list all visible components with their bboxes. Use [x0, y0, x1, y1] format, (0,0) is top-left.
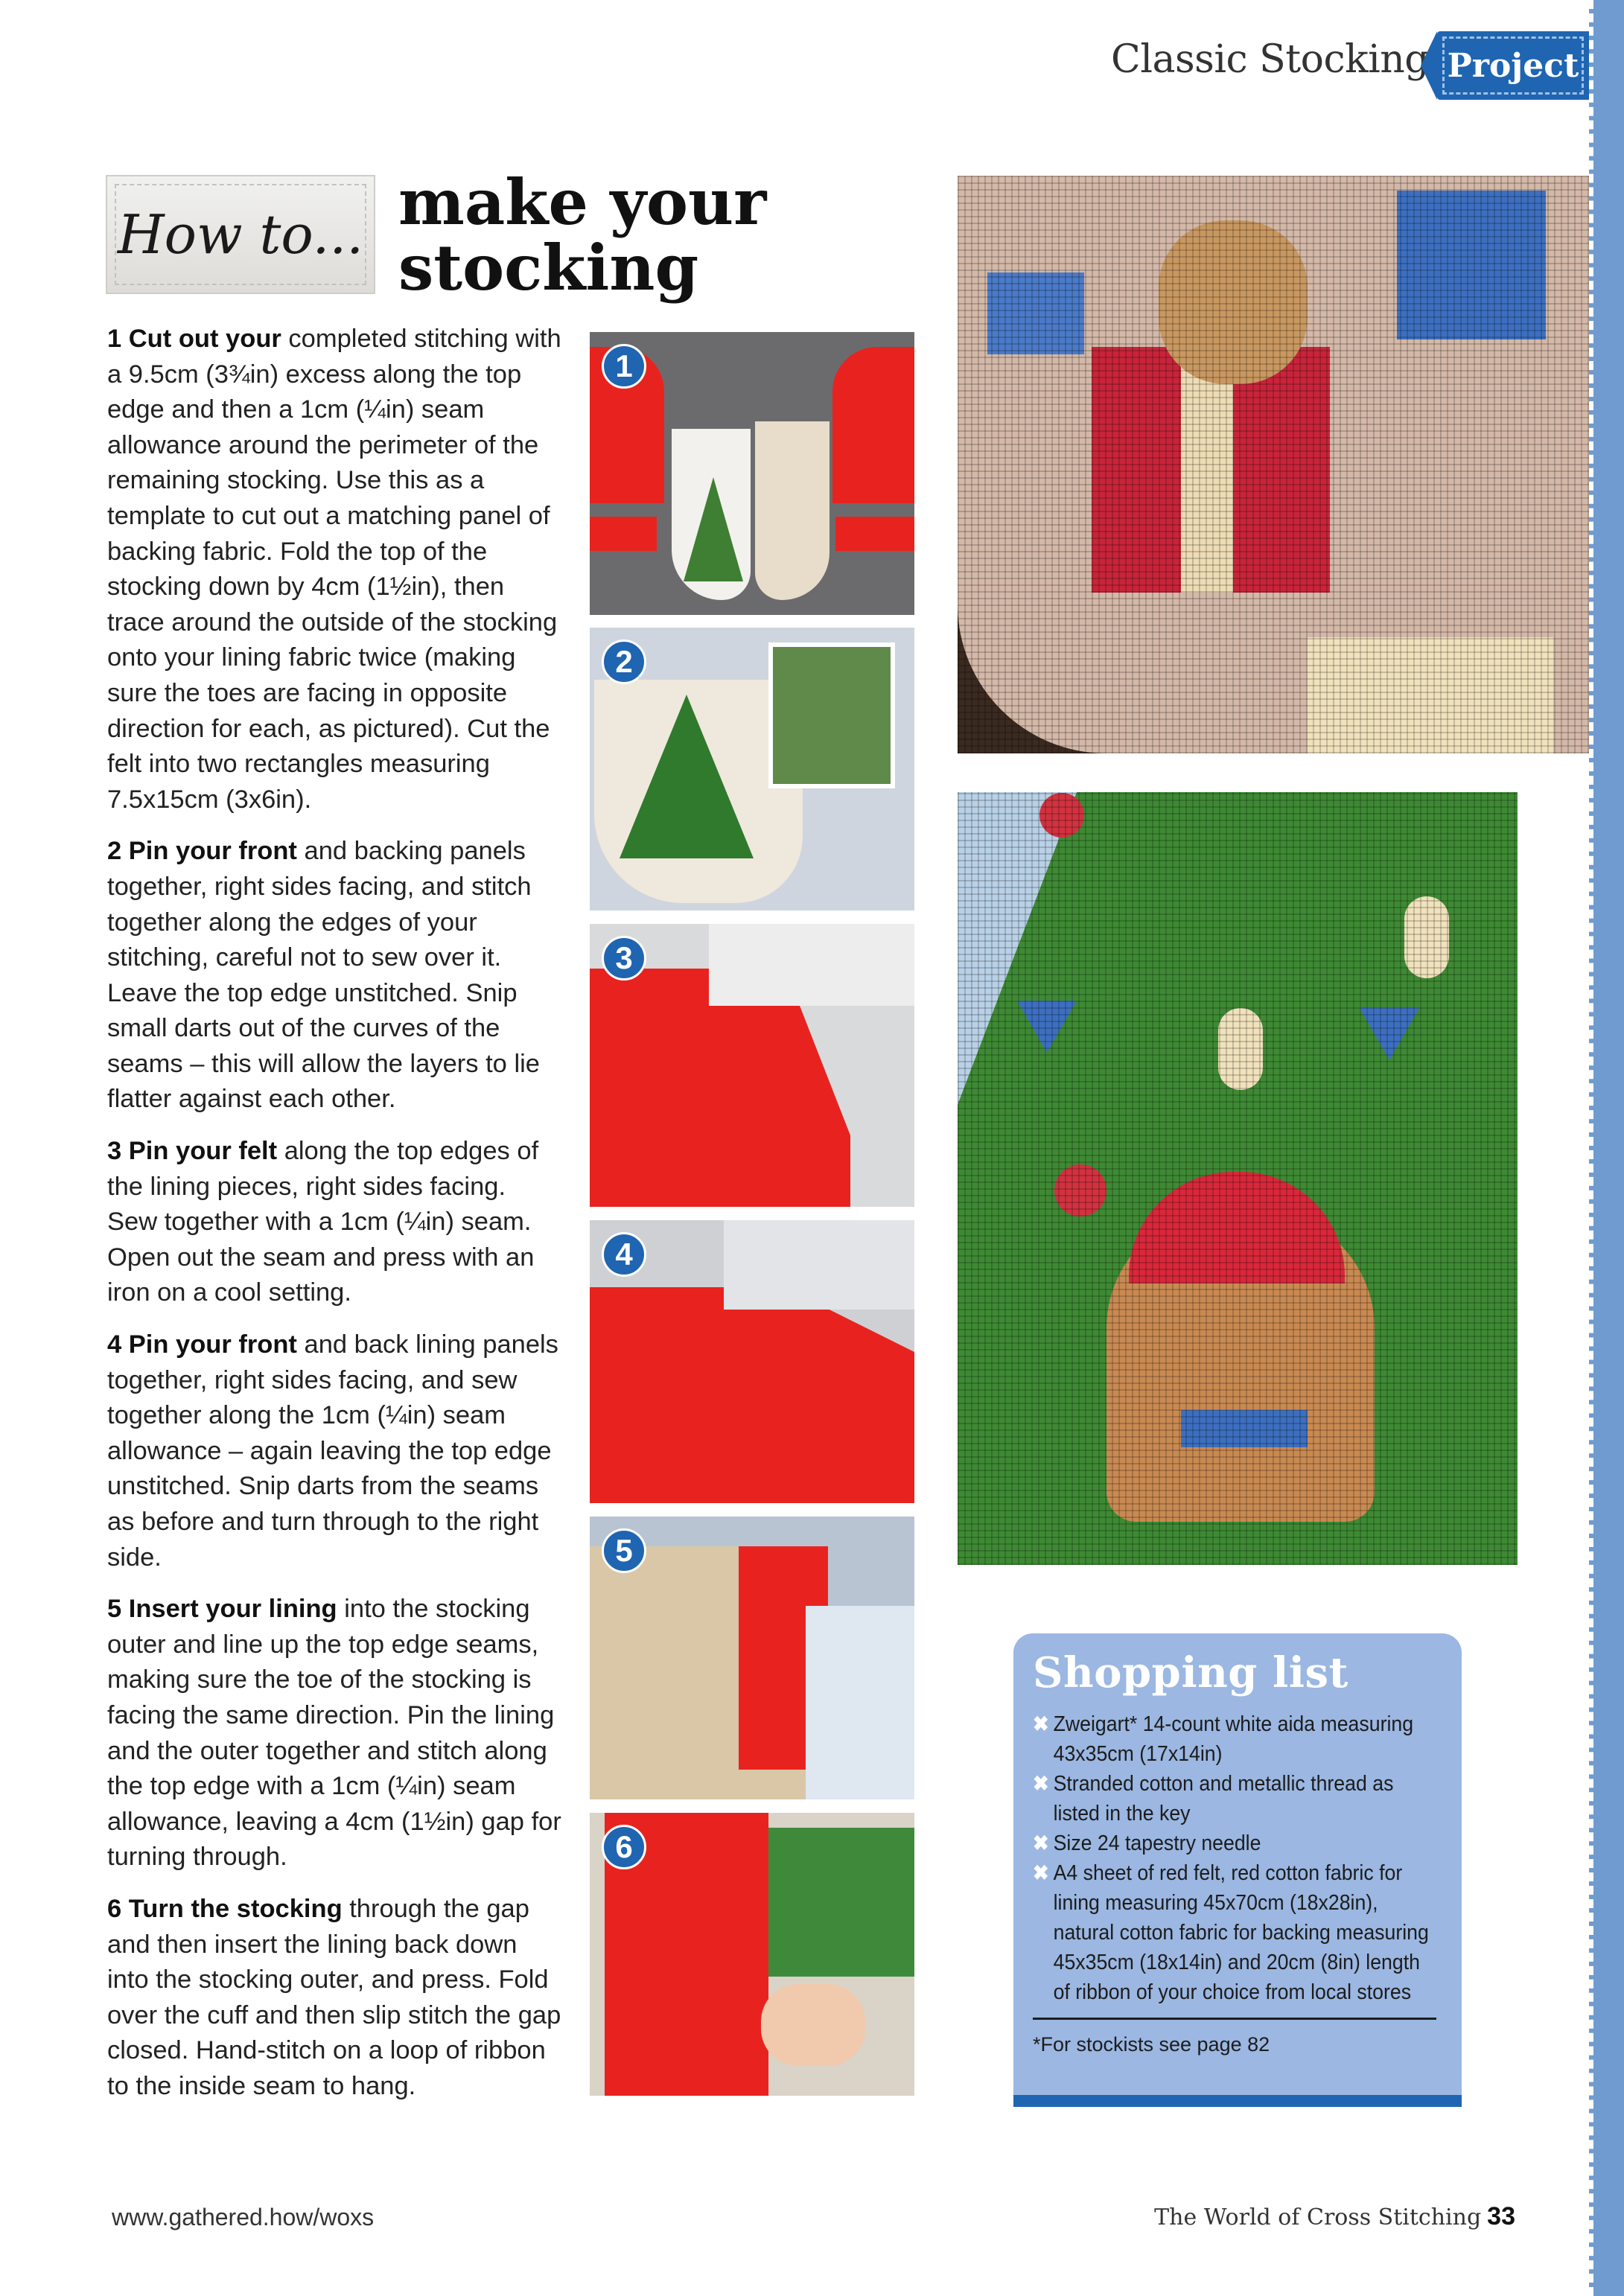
step-4 — [107, 1327, 561, 1575]
step-photo-3 — [590, 924, 914, 1207]
shopping-item-text: Zweigart* 14-count white aida measuring 43x35cm (17x14in) — [1053, 1712, 1414, 1766]
shopping-item-text: Stranded cotton and metallic thread as listed in the key — [1053, 1772, 1394, 1825]
shopping-item — [1033, 1769, 1433, 1828]
step-number-badge: 5 — [602, 1528, 646, 1573]
step-photo-6 — [590, 1813, 914, 2096]
sewing-machine-bed — [806, 1606, 914, 1799]
step-text: into the stocking outer and line up the top edge seams, making sure the toe of the stocking is facing the same direction. Pin the lining and the outer together and stitch along the top edge with a 1cm (¼in) seam allowance, leaving a 4cm (1½in) gap for turning through. — [107, 1595, 561, 1872]
edge-stitch-stripe — [1589, 0, 1624, 2296]
cross-bullet-icon: ✖ — [1033, 1831, 1049, 1855]
shopping-item — [1033, 1828, 1433, 1858]
step-photo-5 — [590, 1517, 914, 1799]
page-title — [398, 165, 767, 304]
page-title-line1: make your — [398, 165, 767, 239]
step-lead: 3 Pin your felt — [107, 1137, 278, 1166]
shopping-list-title: Shopping list — [1033, 1648, 1348, 1697]
panel-bottom-bar — [1013, 2095, 1462, 2107]
shopping-item — [1033, 1858, 1433, 2007]
red-felt-rectangle — [590, 517, 657, 551]
divider — [1033, 2018, 1436, 2020]
step-photo-1 — [590, 332, 914, 615]
shopping-list-panel — [1013, 1633, 1462, 2095]
red-felt-lining — [590, 1287, 914, 1503]
header-title: Classic Stocking — [1111, 37, 1429, 82]
cross-stitch-detail-tree — [958, 792, 1518, 1565]
step-photo-2 — [590, 628, 914, 911]
section-tag: Project — [1437, 31, 1589, 100]
step-1 — [107, 322, 561, 817]
instructions — [107, 322, 561, 2121]
cross-bullet-icon: ✖ — [1033, 1712, 1049, 1735]
step-text: through the gap and then insert the lining back down into the stocking outer, and press. Fold over the cuff and then slip stitch the gap closed. Hand-stitch on a loop of ribbon to the inside seam to hang. — [107, 1894, 561, 2100]
step-6 — [107, 1892, 561, 2105]
aida-grid-texture — [958, 792, 1518, 1565]
shopping-item-text: A4 sheet of red felt, red cotton fabric for lining measuring 45x70cm (18x28in), natural cotton fabric for backing measuring 45x35cm (18x14in) and 20cm (8in) length of ribbon of your choice from local stores — [1053, 1861, 1429, 2004]
aida-grid-texture — [958, 176, 1589, 753]
step-number-badge: 6 — [602, 1825, 646, 1869]
step-number-badge: 1 — [602, 344, 646, 389]
step-number-badge: 4 — [602, 1232, 646, 1277]
step-number-badge: 3 — [602, 936, 646, 980]
step-5 — [107, 1592, 561, 1875]
footer-url: www.gathered.how/woxs — [112, 2204, 375, 2230]
red-felt-piece — [832, 347, 914, 503]
hand — [761, 1984, 865, 2066]
shopping-item — [1033, 1709, 1433, 1769]
backing-stocking — [755, 421, 829, 600]
step-number-badge: 2 — [602, 640, 646, 684]
how-to-label: How to... — [106, 175, 375, 294]
step-text: along the top edges of the lining pieces, right sides facing. Sew together with a 1cm (¼in) seam. Open out the seam and press with an iron on a cool setting. — [107, 1137, 539, 1307]
step-photo-4 — [590, 1220, 914, 1503]
step-lead: 5 Insert your lining — [107, 1595, 337, 1624]
cross-bullet-icon: ✖ — [1033, 1772, 1049, 1795]
step-lead: 6 Turn the stocking — [107, 1894, 343, 1923]
step-lead: 2 Pin your front — [107, 837, 297, 866]
stitched-tree-detail — [768, 1828, 914, 1977]
sewing-machine — [709, 924, 914, 1006]
footer-magazine — [1154, 2202, 1515, 2231]
cross-stitch-detail-presents — [958, 176, 1589, 753]
step-text: and backing panels together, right sides facing, and stitch together along the edges of your stitching, careful not to sew over it. Leave the top edge unstitched. Snip small darts out of the curves of the seams – this will allow the layers to lie flatter against each other. — [107, 837, 540, 1114]
magazine-name: The World of Cross Stitching — [1154, 2204, 1482, 2230]
step-3 — [107, 1134, 561, 1311]
page-title-line2: stocking — [398, 231, 699, 304]
sewing-machine — [724, 1220, 914, 1310]
step-lead: 1 Cut out your — [107, 325, 281, 353]
step-2 — [107, 834, 561, 1117]
red-felt-rectangle — [835, 517, 914, 551]
step-text: completed stitching with a 9.5cm (3¾in) excess along the top edge and then a 1cm (¼in) seam allowance around the perimeter of the remaining stocking. Use this as a template to cut out a matching panel of backing fabric. Fold the top of the stocking down by 4cm (1½in), then trace around the outside of the stocking onto your lining fabric twice (making sure the toes are facing in opposite direction for each, as pictured). Cut the felt into two rectangles measuring 7.5x15cm (3x6in). — [107, 325, 561, 814]
stockists-note: *For stockists see page 82 — [1033, 2033, 1270, 2056]
cross-bullet-icon: ✖ — [1033, 1861, 1049, 1884]
step-text: and back lining panels together, right sides facing, and sew together along the 1cm (¼in) seam allowance – again leaving the top edge unstitched. Snip darts from the seams as before and turn through to the right side. — [107, 1330, 558, 1572]
page-number: 33 — [1487, 2202, 1515, 2230]
inset-photo — [768, 642, 895, 788]
shopping-item-text: Size 24 tapestry needle — [1053, 1831, 1261, 1855]
step-lead: 4 Pin your front — [107, 1330, 297, 1359]
